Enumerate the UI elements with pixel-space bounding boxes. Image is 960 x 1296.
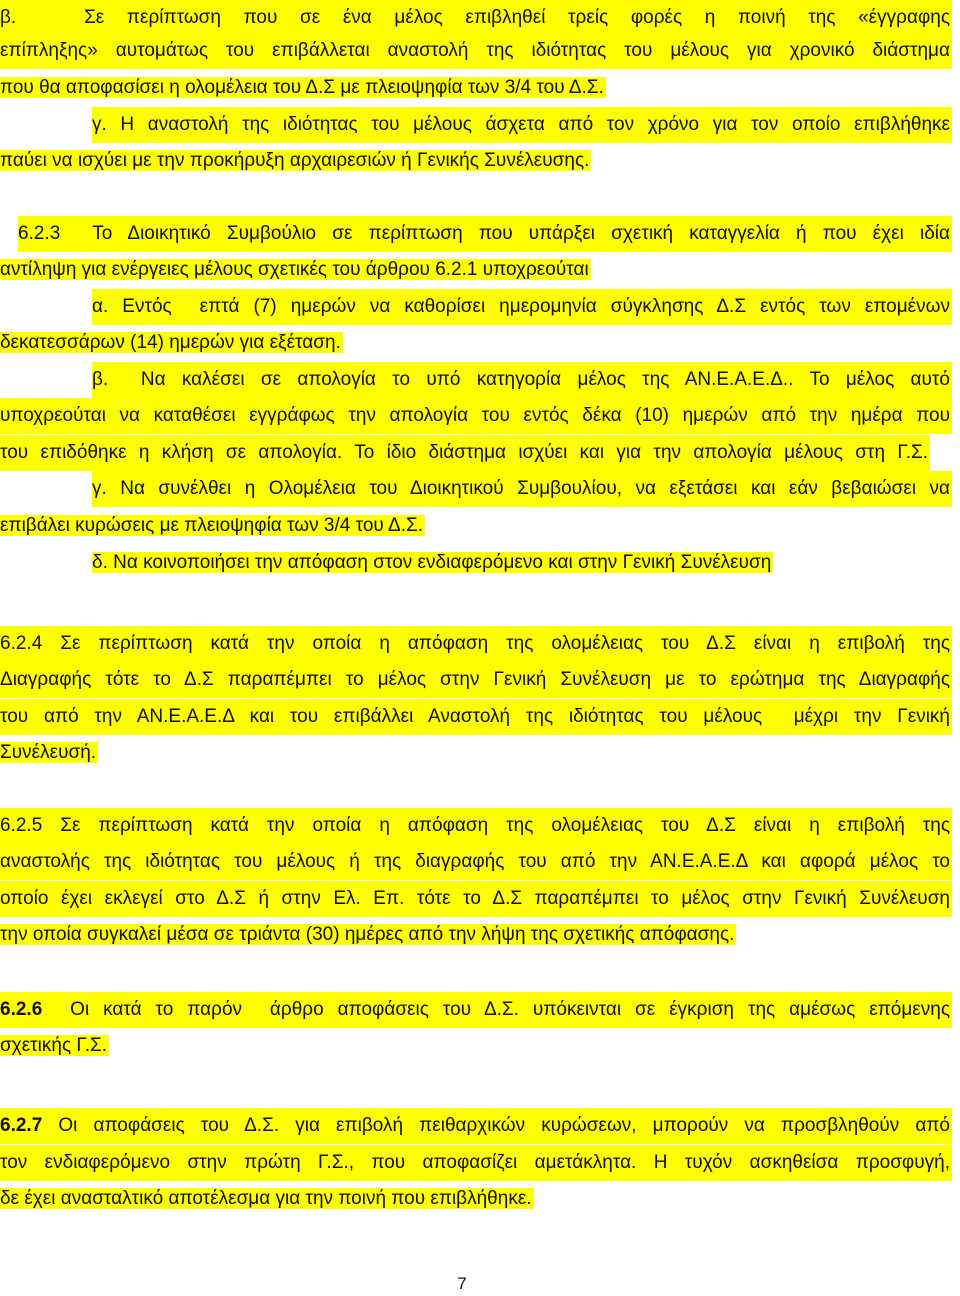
text-line — [0, 143, 600, 179]
text-line — [0, 1145, 952, 1181]
text-line — [0, 325, 380, 361]
highlighted-text — [0, 992, 952, 1028]
highlighted-text — [0, 844, 952, 880]
highlighted-text — [92, 289, 952, 325]
highlighted-text — [0, 1108, 952, 1144]
text-segment: δεκατεσσάρων (14) ημερών για εξέταση. — [0, 332, 341, 353]
text-line — [92, 289, 952, 325]
text-segment: Διαγραφής τότε το Δ.Σ παραπέμπει το μέλος στην Γενική Συνέλευση με το ερώτημα της Διαγραφής — [0, 669, 950, 690]
text-line — [0, 992, 952, 1028]
highlighted-text — [0, 0, 952, 36]
text-line — [92, 107, 952, 143]
text-segment: του επιδόθηκε η κλήση σε απολογία. Το ίδιο διάστημα ισχύει και για την απολογία μέλους στη Γ.Σ. — [0, 442, 928, 463]
text-line — [0, 33, 952, 69]
highlighted-text — [0, 150, 591, 171]
text-segment: αντίληψη για ενέργειες μέλους σχετικές του άρθρου 6.2.1 υποχρεούται — [0, 259, 589, 280]
highlighted-text — [92, 552, 773, 573]
highlighted-text — [0, 924, 736, 945]
text-line — [0, 0, 952, 36]
text-segment: υποχρεούται να καταθέσει εγγράφως την απολογία του εντός δέκα (10) ημερών από την ημέρα που — [0, 405, 950, 426]
page-number: 7 — [457, 1274, 467, 1293]
text-segment: Οι αποφάσεις του Δ.Σ. για επιβολή πειθαρχικών κυρώσεων, μπορούν να προσβληθούν από — [42, 1115, 950, 1136]
highlighted-text — [0, 1035, 109, 1056]
text-segment: γ. Να συνέλθει η Ολομέλεια του Διοικητικού Συμβουλίου, να εξετάσει και εάν βεβαιώσει να — [92, 478, 950, 499]
text-line — [0, 662, 952, 698]
highlighted-text — [0, 77, 606, 98]
text-segment: την οποία συγκαλεί μέσα σε τριάντα (30) ημέρες από την λήψη της σχετικής απόφασης. — [0, 924, 735, 945]
text-segment: β. Να καλέσει σε απολογία το υπό κατηγορία μέλος της ΑΝ.Ε.Α.Ε.Δ.. Το μέλος αυτό — [92, 369, 950, 390]
text-segment: δ. Να κοινοποιήσει την απόφαση στον ενδιαφερόμενο και στην Γενική Συνέλευση — [92, 552, 772, 573]
highlighted-text — [92, 362, 952, 398]
highlighted-text — [0, 332, 343, 353]
highlighted-text — [0, 1145, 952, 1181]
text-segment: 6.2.4 Σε περίπτωση κατά την οποία η απόφαση της ολομέλειας του Δ.Σ είναι η επιβολή της — [0, 633, 950, 654]
highlighted-text — [18, 216, 952, 252]
text-line — [0, 1181, 603, 1217]
text-line — [0, 1108, 952, 1144]
text-line — [0, 808, 952, 844]
highlighted-text — [0, 398, 952, 434]
text-segment: β. Σε περίπτωση που σε ένα μέλος επιβληθεί τρείς φορές η ποινή της «έγγραφης — [0, 7, 950, 28]
text-line — [92, 362, 952, 398]
text-line — [0, 917, 832, 953]
text-line — [0, 626, 952, 662]
highlighted-text — [0, 699, 952, 735]
text-segment: επιβάλει κυρώσεις με πλειοψηφία των 3/4 του Δ.Σ. — [0, 515, 424, 536]
highlighted-text — [0, 33, 952, 69]
section-number: 6.2.6 — [0, 999, 43, 1020]
highlighted-text — [0, 881, 952, 917]
text-segment: που θα αποφασίσει η ολομέλεια του Δ.Σ με πλειοψηφία των 3/4 του Δ.Σ. — [0, 77, 604, 98]
text-line — [92, 545, 844, 581]
text-line — [0, 735, 112, 771]
text-segment: επίπληξης» αυτομάτως του επιβάλλεται αναστολή της ιδιότητας του μέλους για χρονικό διάστημα — [0, 40, 950, 61]
highlighted-text — [92, 471, 952, 507]
text-segment: 6.2.3 Το Διοικητικό Συμβούλιο σε περίπτωση που υπάρξει σχετική καταγγελία ή που έχει ιδία — [18, 223, 950, 244]
highlighted-text — [0, 742, 98, 763]
text-segment: Συνέλευσή. — [0, 742, 97, 763]
text-segment: τον ενδιαφερόμενο στην πρώτη Γ.Σ., που αποφασίζει αμετάκλητα. Η τυχόν ασκηθείσα προσφυγή, — [0, 1152, 950, 1173]
text-line — [0, 881, 952, 917]
text-line — [0, 70, 604, 106]
text-segment: παύει να ισχύει με την προκήρυξη αρχαιρεσιών ή Γενικής Συνέλευσης. — [0, 150, 590, 171]
highlighted-text — [0, 1188, 534, 1209]
text-line — [0, 844, 952, 880]
text-segment: Οι κατά το παρόν άρθρο αποφάσεις του Δ.Σ. υπόκεινται σε έγκριση της αμέσως επόμενης — [42, 999, 950, 1020]
text-line — [0, 435, 930, 471]
text-segment: σχετικής Γ.Σ. — [0, 1035, 108, 1056]
text-line — [0, 699, 952, 735]
text-line — [0, 398, 952, 434]
section-number: 6.2.7 — [0, 1115, 43, 1136]
highlighted-text — [0, 808, 952, 844]
highlighted-text — [92, 107, 952, 143]
highlighted-text — [0, 662, 952, 698]
text-line — [0, 508, 465, 544]
text-segment: δε έχει ανασταλτικό αποτέλεσμα για την ποινή που επιβλήθηκε. — [0, 1188, 532, 1209]
text-line — [0, 252, 600, 288]
text-segment: αναστολής της ιδιότητας του μέλους ή της διαγραφής του από την ΑΝ.Ε.Α.Ε.Δ και αφορά μέλος το — [0, 851, 950, 872]
highlighted-text — [0, 259, 591, 280]
text-segment: 6.2.5 Σε περίπτωση κατά την οποία η απόφαση της ολομέλειας του Δ.Σ είναι η επιβολή της — [0, 815, 950, 836]
text-segment: α. Εντός επτά (7) ημερών να καθορίσει ημερομηνία σύγκλησης Δ.Σ εντός των επομένων — [92, 296, 950, 317]
text-line — [18, 216, 952, 252]
text-segment: του από την ΑΝ.Ε.Α.Ε.Δ και του επιβάλλει Αναστολή της ιδιότητας του μέλους μέχρι την Γενική — [0, 706, 950, 727]
highlighted-text — [0, 626, 952, 662]
highlighted-text — [0, 435, 930, 471]
highlighted-text — [0, 515, 425, 536]
text-line — [92, 471, 952, 507]
text-segment: γ. Η αναστολή της ιδιότητας του μέλους άσχετα από τον χρόνο για τον οποίο επιβλήθηκε — [92, 114, 950, 135]
text-segment: οποίο έχει εκλεγεί στο Δ.Σ ή στην Ελ. Επ. τότε το Δ.Σ παραπέμπει το μέλος στην Γενική Συνέλευση — [0, 888, 950, 909]
text-line — [0, 1028, 140, 1064]
